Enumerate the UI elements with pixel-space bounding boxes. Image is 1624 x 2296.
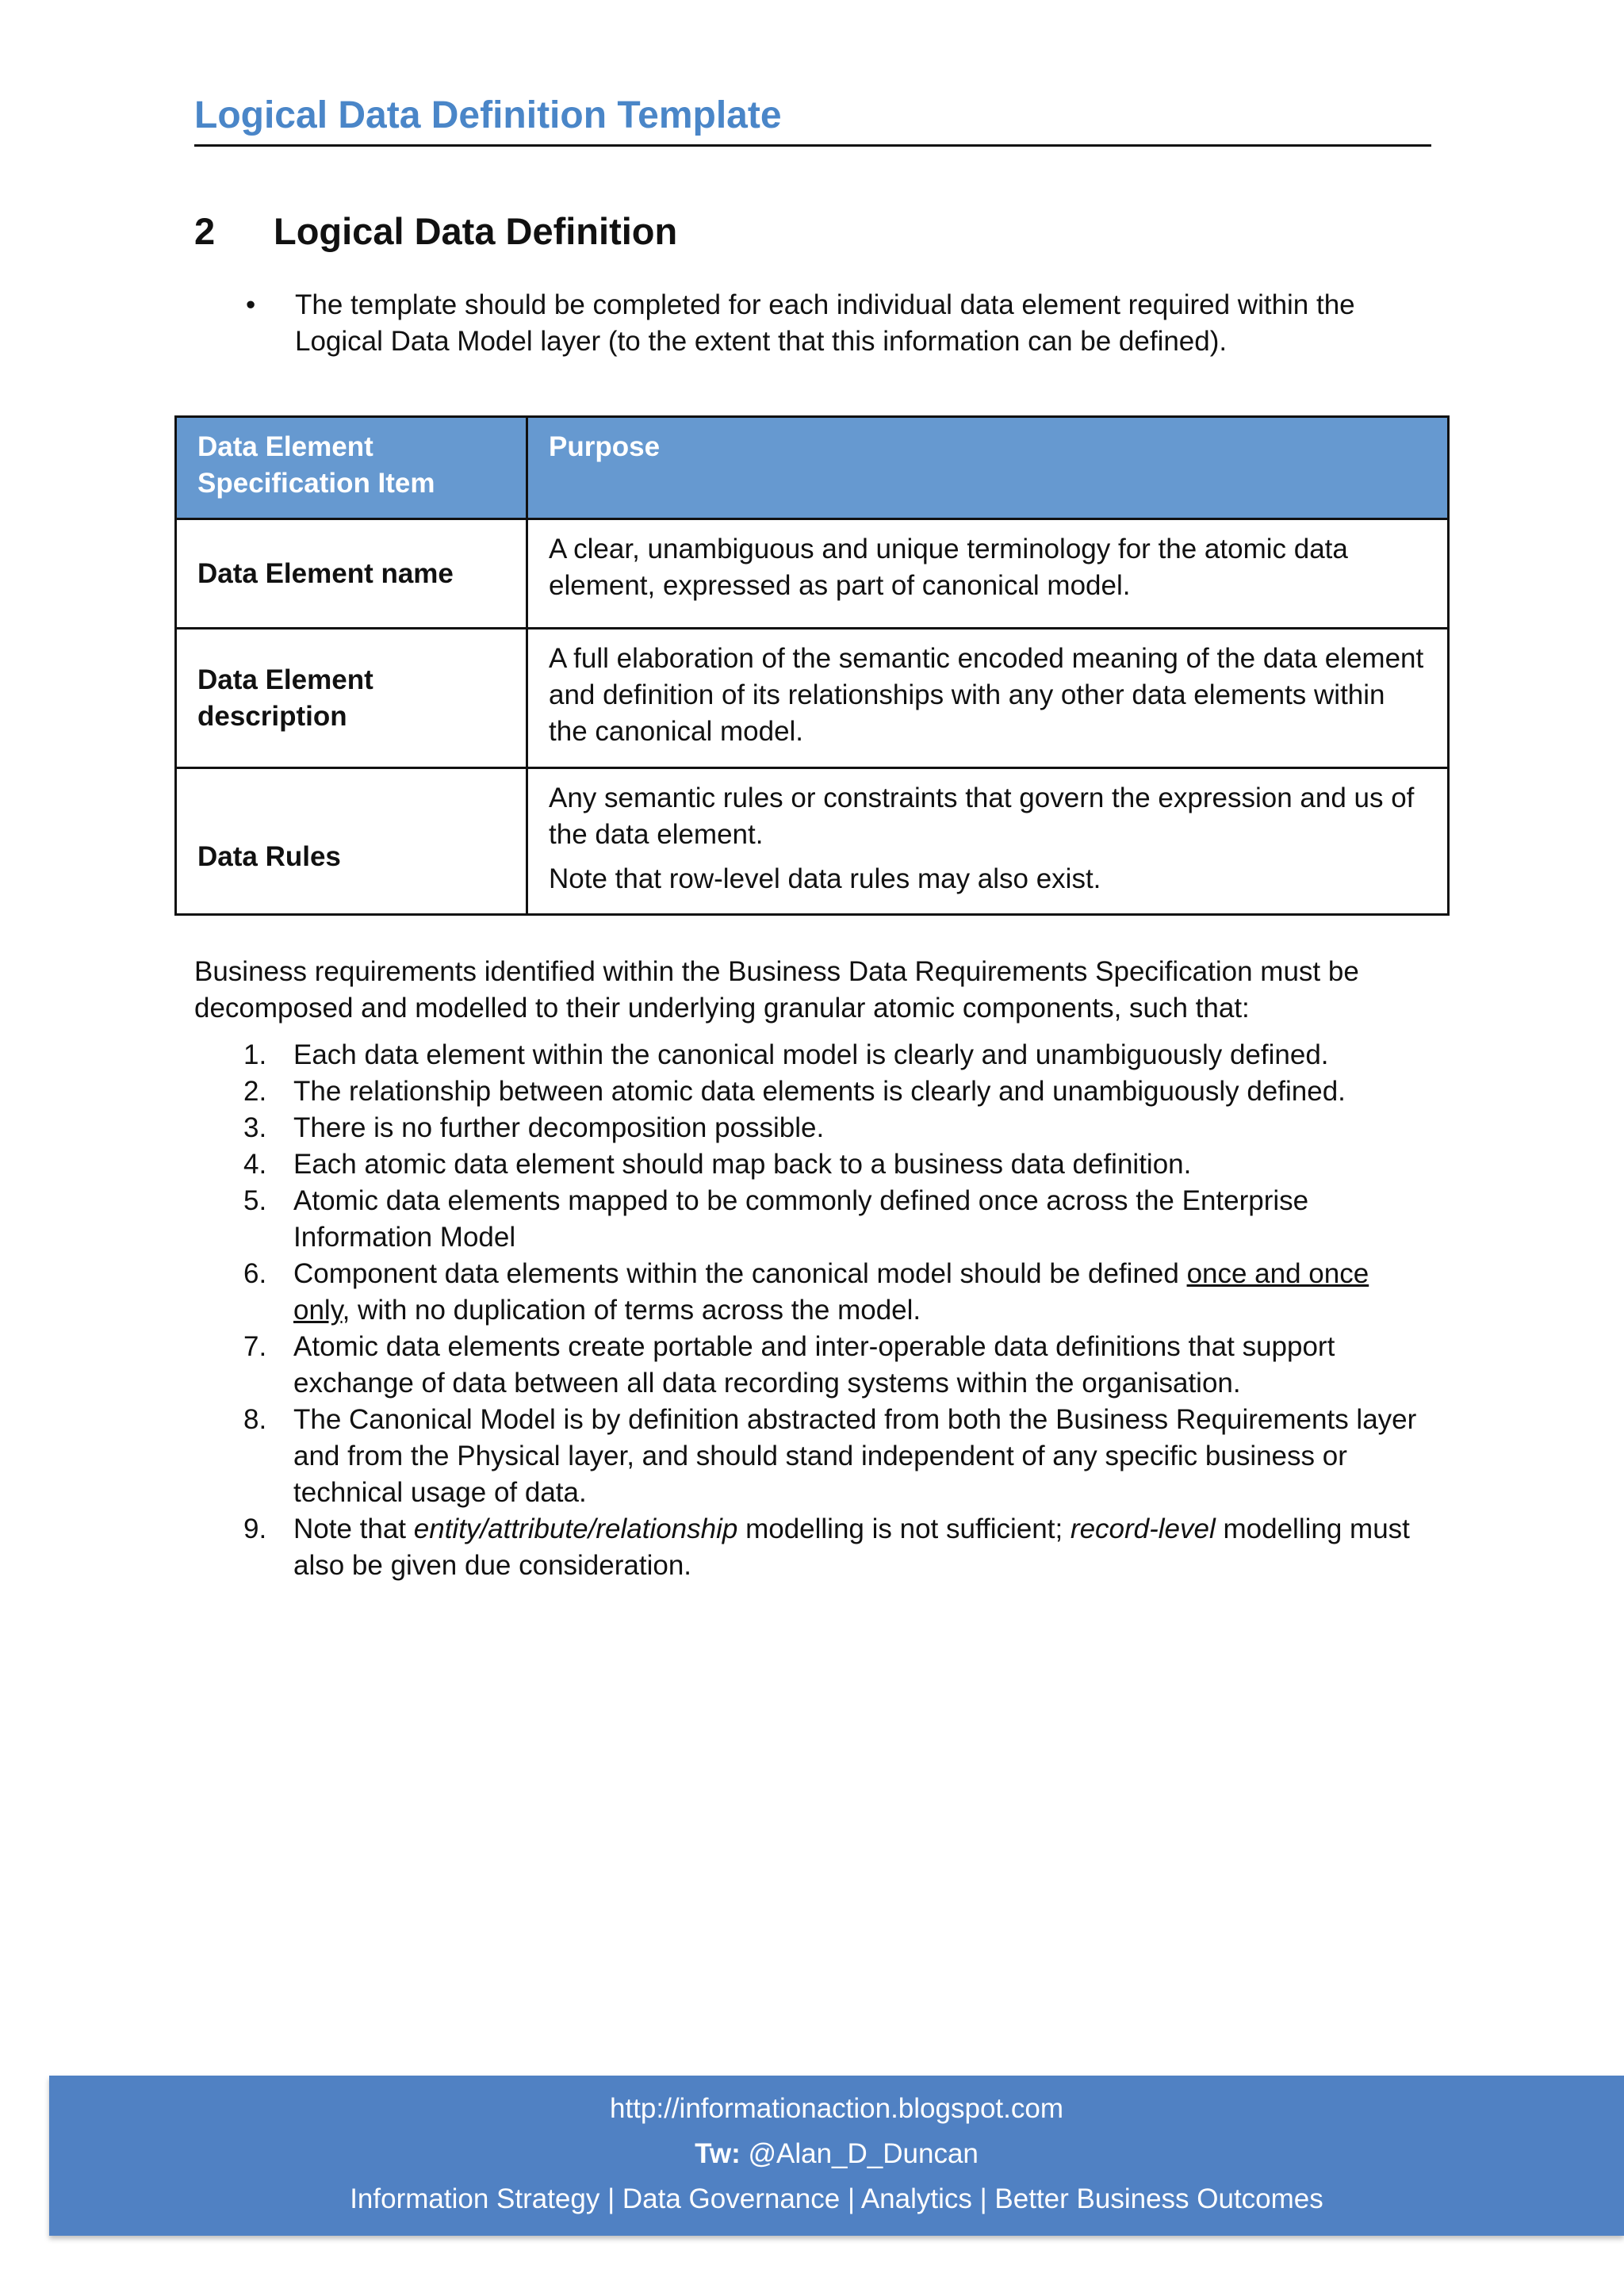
- item-text-part: Component data elements within the canonical model should be defined: [293, 1258, 1187, 1289]
- row-purpose: [527, 519, 1449, 629]
- list-item: [194, 1256, 1431, 1329]
- item-text-part: modelling must also be given due consideration.: [293, 1513, 1410, 1581]
- purpose-note: Note that row-level data rules may also exist.: [549, 863, 1101, 894]
- list-item: [194, 1146, 1431, 1183]
- item-text: The relationship between atomic data elements is clearly and unambiguously defined.: [293, 1076, 1346, 1107]
- list-item: [194, 1402, 1431, 1511]
- footer-twitter: [49, 2131, 1624, 2176]
- item-number: 9.: [243, 1513, 267, 1544]
- page-footer: [49, 2076, 1624, 2236]
- table-header-row: [176, 417, 1449, 519]
- row-label: Data Element name: [176, 519, 527, 629]
- item-text: The Canonical Model is by definition abstracted from both the Business Requirements layer and from the Physical layer, and should stand independent of any specific business or technical usage of data.: [293, 1404, 1417, 1508]
- twitter-handle: @Alan_D_Duncan: [740, 2138, 979, 2169]
- item-text-part: Note that: [293, 1513, 414, 1544]
- table-row: [176, 519, 1449, 629]
- footer-tagline: Information Strategy | Data Governance | Analytics | Better Business Outcomes: [350, 2183, 1323, 2214]
- list-item: [194, 1110, 1431, 1146]
- row-label: Data Rules: [176, 768, 527, 915]
- italic-text: entity/attribute/relationship: [413, 1513, 738, 1544]
- item-text: Each atomic data element should map back to a business data definition.: [293, 1149, 1192, 1180]
- purpose-text: Any semantic rules or constraints that govern the expression and us of the data element.: [549, 783, 1415, 850]
- item-text: Each data element within the canonical model is clearly and unambiguously defined.: [293, 1039, 1329, 1070]
- item-number: 1.: [243, 1039, 267, 1070]
- body-paragraph: Business requirements identified within the Business Data Requirements Specification must be decomposed and modelled to their underlying granular atomic components, such that:: [194, 956, 1359, 1024]
- item-number: 6.: [243, 1258, 267, 1289]
- table-row: [176, 629, 1449, 768]
- list-item: [194, 1511, 1431, 1584]
- item-text-part: modelling is not sufficient;: [737, 1513, 1071, 1544]
- requirements-list: [194, 1037, 1431, 1584]
- document-header: [194, 94, 1431, 147]
- footer-url-link[interactable]: http://informationaction.blogspot.com: [610, 2093, 1063, 2124]
- twitter-label: Tw:: [695, 2138, 741, 2169]
- item-text: There is no further decomposition possible.: [293, 1112, 825, 1143]
- specification-table: [174, 415, 1450, 916]
- purpose-text: A clear, unambiguous and unique terminology for the atomic data element, expressed as part of canonical model.: [549, 534, 1348, 601]
- item-number: 2.: [243, 1076, 267, 1107]
- row-label: Data Element description: [176, 629, 527, 768]
- list-item: [194, 1329, 1431, 1402]
- section-title: Logical Data Definition: [274, 210, 678, 252]
- document-title: Logical Data Definition Template: [194, 94, 1431, 147]
- item-text: [293, 1511, 1431, 1584]
- item-number: 7.: [243, 1331, 267, 1362]
- item-number: 3.: [243, 1112, 267, 1143]
- list-item: [194, 1183, 1431, 1256]
- item-text-part: , with no duplication of terms across the model.: [342, 1295, 921, 1326]
- item-number: 4.: [243, 1149, 267, 1180]
- row-purpose: [527, 768, 1449, 915]
- section-heading: [194, 208, 677, 255]
- list-item: [194, 1073, 1431, 1110]
- item-number: 8.: [243, 1404, 267, 1435]
- table-row: [176, 768, 1449, 915]
- list-item: [194, 1037, 1431, 1073]
- item-number: 5.: [243, 1185, 267, 1216]
- row-purpose: [527, 629, 1449, 768]
- item-text: Atomic data elements create portable and inter-operable data definitions that support exchange of data between all data recording systems within the organisation.: [293, 1331, 1335, 1399]
- intro-bullet: [246, 287, 1419, 360]
- item-text: Atomic data elements mapped to be commonly defined once across the Enterprise Information Model: [293, 1185, 1309, 1253]
- table-header-purpose: Purpose: [527, 417, 1449, 519]
- intro-text: The template should be completed for each individual data element required within the Logical Data Model layer (to the extent that this information can be defined).: [295, 289, 1355, 357]
- section-number: 2: [194, 210, 216, 252]
- underlined-text: once and once only: [293, 1258, 1369, 1326]
- table-header-item: Data Element Specification Item: [176, 417, 527, 519]
- item-text: [293, 1256, 1431, 1329]
- bullet-marker: •: [246, 289, 256, 320]
- purpose-text: A full elaboration of the semantic encoded meaning of the data element and definition of its relationships with any other data elements within the canonical model.: [549, 643, 1424, 747]
- italic-text: record-level: [1070, 1513, 1216, 1544]
